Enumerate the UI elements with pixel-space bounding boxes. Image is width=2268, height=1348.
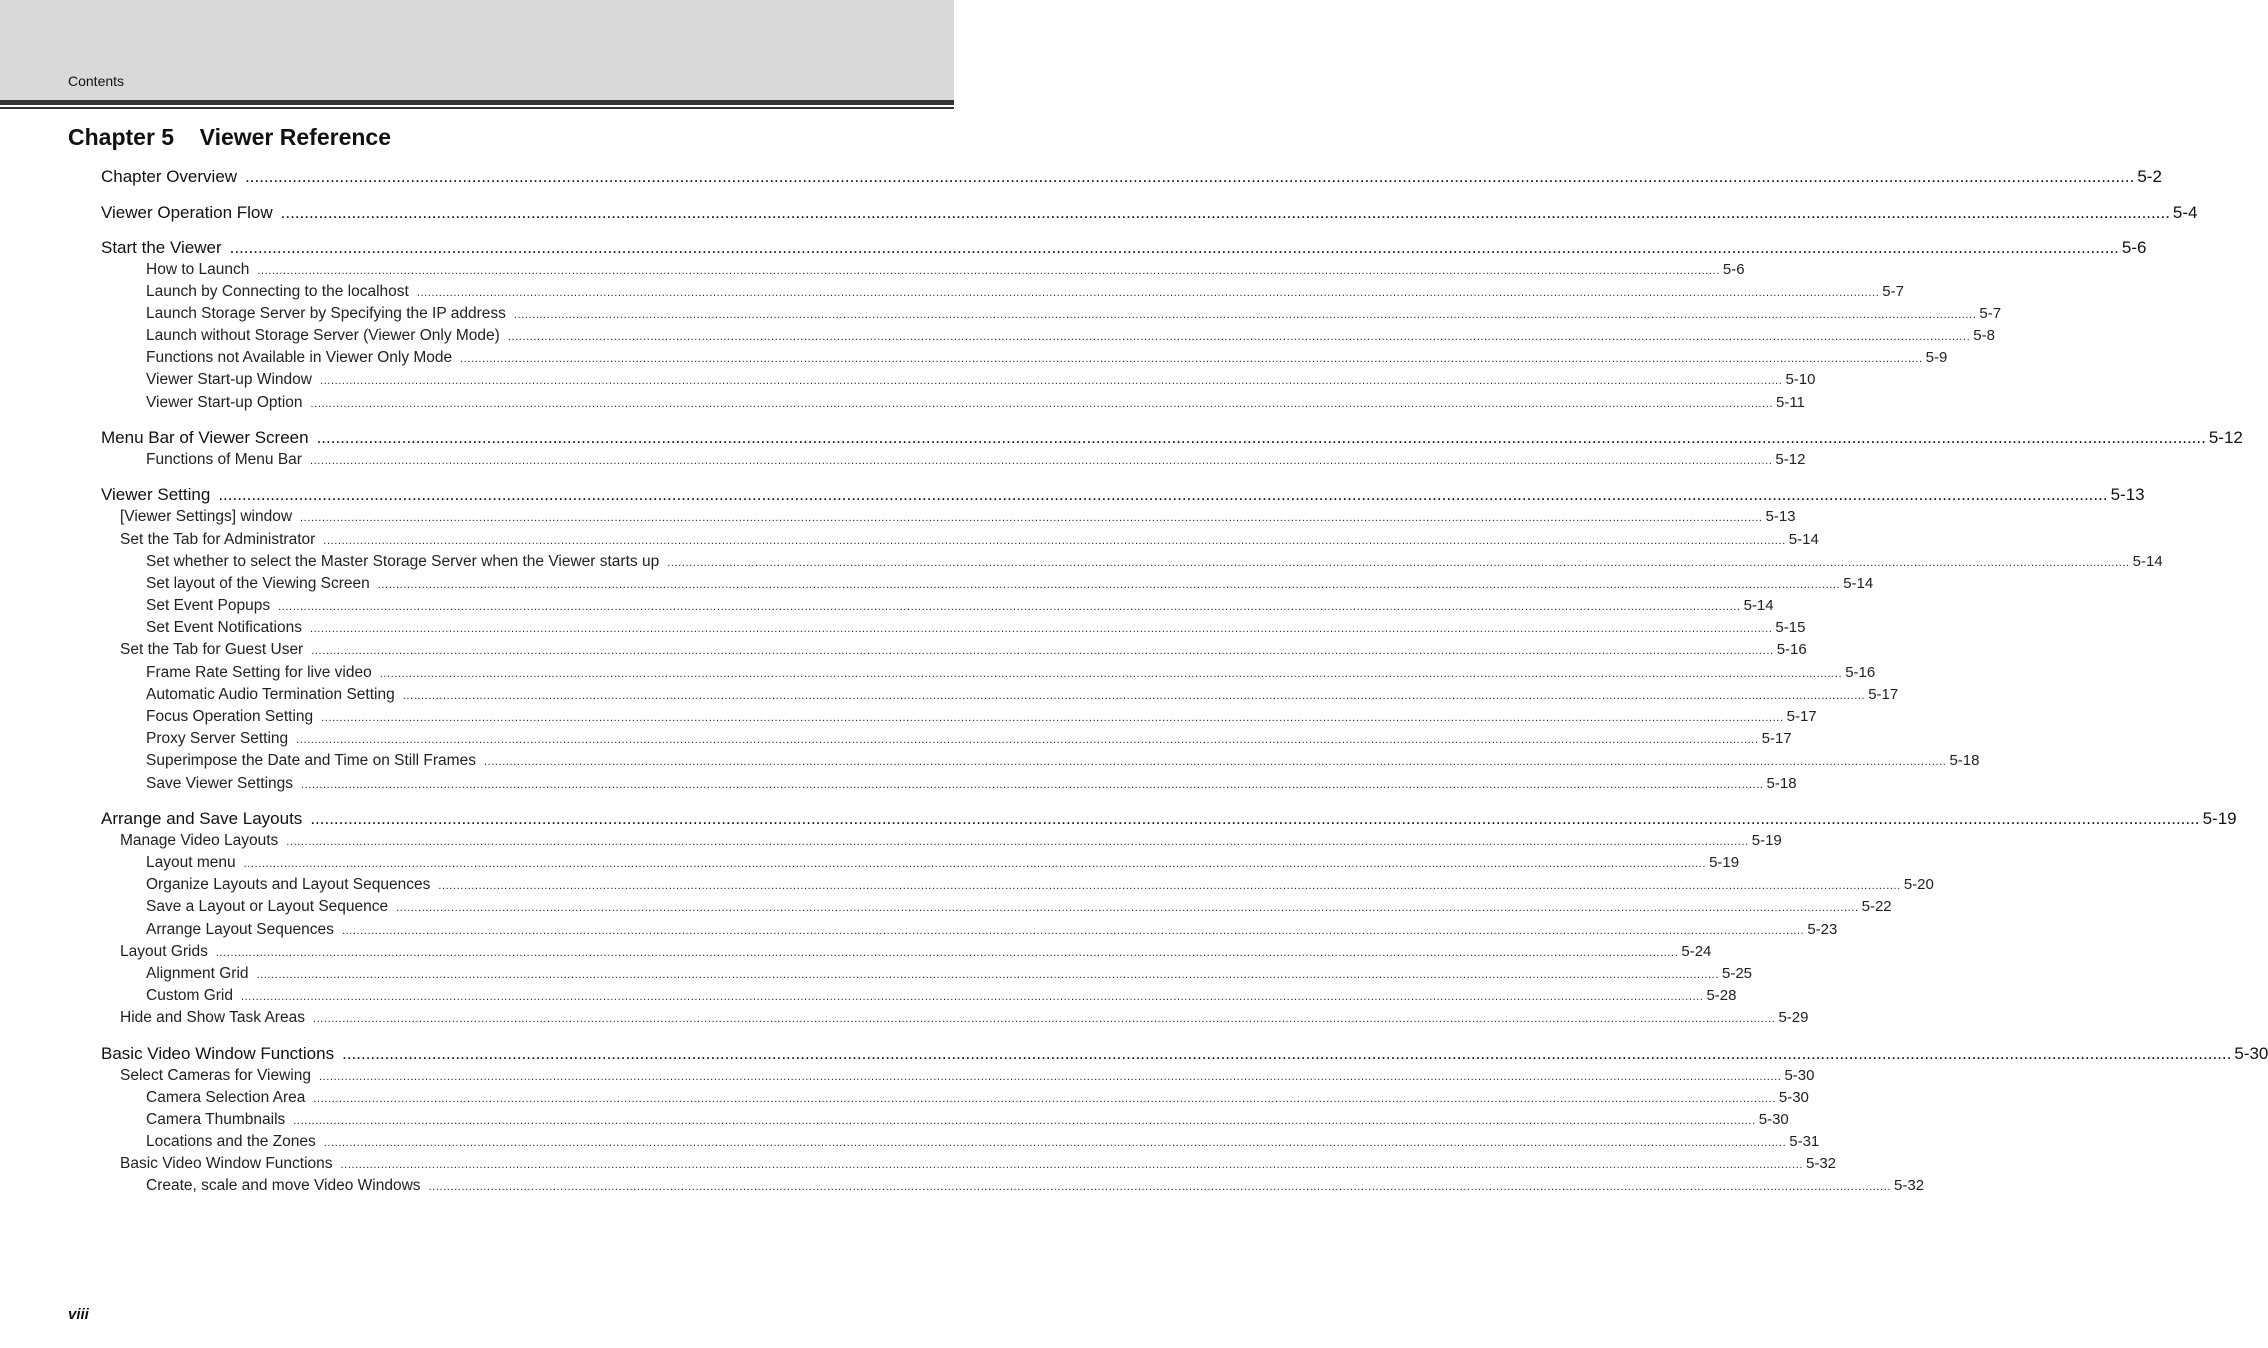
toc-entry[interactable] bbox=[146, 1133, 1820, 1155]
toc-entry[interactable] bbox=[146, 619, 1806, 641]
toc-entry-title: Camera Thumbnails bbox=[146, 1111, 286, 1128]
toc-entry-page: 5-8 bbox=[1973, 327, 1995, 344]
toc-entry-page: 5-13 bbox=[2110, 485, 2145, 504]
toc-entry[interactable] bbox=[146, 775, 1797, 797]
toc-entry[interactable] bbox=[146, 876, 1934, 898]
toc-entry[interactable] bbox=[146, 261, 1745, 283]
toc-entry-page: 5-11 bbox=[1775, 394, 1805, 411]
toc-entry-page: 5-12 bbox=[2208, 428, 2243, 447]
chapter-title: Chapter 5 Viewer Reference bbox=[68, 124, 391, 150]
toc-entry[interactable] bbox=[96, 203, 2198, 225]
toc-entry-title: Focus Operation Setting bbox=[146, 708, 314, 725]
toc-entry-title: Camera Selection Area bbox=[146, 1089, 306, 1106]
toc-entry-title: Basic Video Window Functions bbox=[120, 1155, 333, 1172]
dot-leader: ................................................................................................................................................................................................................................................................................................................................................................................................................ bbox=[316, 428, 2206, 447]
toc-entry[interactable] bbox=[146, 921, 1838, 943]
dot-leader: ................................................................................................................................................................................................................................................................................................................................................................................................................ bbox=[396, 902, 1859, 914]
dot-leader: ................................................................................................................................................................................................................................................................................................................................................................................................................ bbox=[318, 1071, 1782, 1083]
toc-entry[interactable] bbox=[146, 708, 1817, 730]
toc-entry-title: Launch by Connecting to the localhost bbox=[146, 283, 409, 300]
toc-entry-page: 5-4 bbox=[2172, 203, 2198, 222]
toc-entry-page: 5-10 bbox=[1785, 371, 1816, 388]
toc-entry-page: 5-24 bbox=[1681, 943, 1712, 960]
toc-entry-page: 5-7 bbox=[1882, 283, 1904, 300]
dot-leader: ................................................................................................................................................................................................................................................................................................................................................................................................................ bbox=[215, 947, 1679, 959]
toc-entry-page: 5-28 bbox=[1706, 987, 1737, 1004]
toc-entry-title: Select Cameras for Viewing bbox=[120, 1067, 311, 1084]
toc-entry-page: 5-15 bbox=[1775, 619, 1806, 636]
dot-leader: ................................................................................................................................................................................................................................................................................................................................................................................................................ bbox=[323, 1137, 1787, 1149]
toc-entry-page: 5-23 bbox=[1807, 921, 1838, 938]
toc-entry[interactable] bbox=[146, 349, 1948, 371]
dot-leader: ................................................................................................................................................................................................................................................................................................................................................................................................................ bbox=[229, 238, 2119, 257]
toc-entry-page: 5-30 bbox=[2234, 1044, 2268, 1063]
dot-leader: ................................................................................................................................................................................................................................................................................................................................................................................................................ bbox=[341, 925, 1805, 937]
dot-leader: ................................................................................................................................................................................................................................................................................................................................................................................................................ bbox=[301, 779, 1764, 791]
toc-entry[interactable] bbox=[146, 1111, 1789, 1133]
toc-entry-title: Set Event Popups bbox=[146, 597, 271, 614]
toc-entry[interactable] bbox=[146, 987, 1737, 1009]
dot-leader: ................................................................................................................................................................................................................................................................................................................................................................................................................ bbox=[257, 265, 1720, 277]
toc-entry-title: [Viewer Settings] window bbox=[120, 508, 293, 525]
toc-entry[interactable] bbox=[146, 898, 1892, 920]
toc-entry-page: 5-19 bbox=[1709, 854, 1740, 871]
toc-entry[interactable] bbox=[146, 394, 1805, 416]
toc-entry-page: 5-17 bbox=[1868, 686, 1899, 703]
toc-entry-page: 5-25 bbox=[1721, 965, 1753, 982]
toc-entry-title: Start the Viewer bbox=[101, 238, 222, 257]
dot-leader: ................................................................................................................................................................................................................................................................................................................................................................................................................ bbox=[218, 485, 2108, 504]
toc-entry-title: Chapter Overview bbox=[101, 167, 238, 186]
toc-entry[interactable] bbox=[96, 485, 2145, 507]
dot-leader: ................................................................................................................................................................................................................................................................................................................................................................................................................ bbox=[241, 991, 1704, 1003]
toc-entry-page: 5-20 bbox=[1903, 876, 1934, 893]
dot-leader: ................................................................................................................................................................................................................................................................................................................................................................................................................ bbox=[293, 1115, 1756, 1127]
toc-entry-title: Hide and Show Task Areas bbox=[120, 1009, 305, 1026]
toc-entry[interactable] bbox=[120, 508, 1796, 530]
dot-leader: ................................................................................................................................................................................................................................................................................................................................................................................................................ bbox=[243, 858, 1707, 870]
toc-entry-page: 5-17 bbox=[1761, 730, 1792, 747]
toc-entry[interactable] bbox=[146, 451, 1806, 473]
dot-leader: ................................................................................................................................................................................................................................................................................................................................................................................................................ bbox=[280, 203, 2170, 222]
dot-leader: ................................................................................................................................................................................................................................................................................................................................................................................................................ bbox=[309, 623, 1773, 635]
page-number: viii bbox=[68, 1306, 89, 1323]
toc-entry-page: 5-19 bbox=[2202, 809, 2237, 828]
toc-entry[interactable] bbox=[146, 327, 1995, 349]
toc-entry-title: Alignment Grid bbox=[146, 965, 249, 982]
toc-entry-page: 5-12 bbox=[1775, 451, 1806, 468]
dot-leader: ................................................................................................................................................................................................................................................................................................................................................................................................................ bbox=[309, 455, 1773, 467]
toc-entry-title: Arrange and Save Layouts bbox=[101, 809, 303, 828]
toc-entry[interactable] bbox=[120, 1155, 1837, 1177]
toc-entry[interactable] bbox=[120, 1009, 1809, 1031]
dot-leader: ................................................................................................................................................................................................................................................................................................................................................................................................................ bbox=[312, 1013, 1776, 1025]
toc-entry-title: Launch Storage Server by Specifying the IP address bbox=[146, 305, 506, 322]
toc-entry[interactable] bbox=[120, 1067, 1815, 1089]
dot-leader: ................................................................................................................................................................................................................................................................................................................................................................................................................ bbox=[310, 809, 2200, 828]
toc-entry-page: 5-32 bbox=[1805, 1155, 1837, 1172]
header-rule-thin bbox=[0, 107, 954, 109]
toc-entry[interactable] bbox=[120, 641, 1807, 663]
toc-entry-page: 5-2 bbox=[2137, 167, 2162, 186]
toc-entry-title: Manage Video Layouts bbox=[120, 832, 279, 849]
toc-entry-page: 5-30 bbox=[1758, 1111, 1789, 1128]
toc-entry[interactable] bbox=[146, 965, 1753, 987]
dot-leader: ................................................................................................................................................................................................................................................................................................................................................................................................................ bbox=[300, 512, 1763, 524]
toc-entry[interactable] bbox=[146, 854, 1740, 876]
toc-entry-title: Layout menu bbox=[146, 854, 236, 871]
toc-entry-title: Set the Tab for Guest User bbox=[120, 641, 304, 658]
toc-entry-page: 5-17 bbox=[1786, 708, 1817, 725]
dot-leader: ................................................................................................................................................................................................................................................................................................................................................................................................................ bbox=[667, 557, 2130, 569]
toc-entry-page: 5-9 bbox=[1925, 349, 1948, 366]
toc-entry[interactable] bbox=[120, 943, 1712, 965]
toc-entry[interactable] bbox=[146, 1177, 1925, 1199]
toc-entry-title: Set Event Notifications bbox=[146, 619, 302, 636]
dot-leader: ................................................................................................................................................................................................................................................................................................................................................................................................................ bbox=[513, 309, 1977, 321]
toc-entry-title: Set the Tab for Administrator bbox=[120, 531, 316, 548]
dot-leader: ................................................................................................................................................................................................................................................................................................................................................................................................................ bbox=[286, 836, 1749, 848]
toc-entry-page: 5-22 bbox=[1861, 898, 1892, 915]
toc-entry-title: Proxy Server Setting bbox=[146, 730, 289, 747]
dot-leader: ................................................................................................................................................................................................................................................................................................................................................................................................................ bbox=[340, 1159, 1803, 1171]
toc-entry-page: 5-31 bbox=[1789, 1133, 1820, 1150]
toc-entry-title: Menu Bar of Viewer Screen bbox=[101, 428, 309, 447]
toc-entry-page: 5-16 bbox=[1776, 641, 1807, 658]
dot-leader: ................................................................................................................................................................................................................................................................................................................................................................................................................ bbox=[296, 734, 1759, 746]
toc-entry-title: Viewer Start-up Option bbox=[146, 394, 303, 411]
running-header: Contents bbox=[68, 73, 125, 89]
toc-entry-page: 5-13 bbox=[1765, 508, 1796, 525]
toc-entry-page: 5-14 bbox=[1788, 531, 1819, 548]
toc-entry-title: Custom Grid bbox=[146, 987, 233, 1004]
dot-leader: ................................................................................................................................................................................................................................................................................................................................................................................................................ bbox=[377, 579, 1841, 591]
toc-entry-page: 5-14 bbox=[1743, 597, 1774, 614]
toc-entry-title: Frame Rate Setting for live video bbox=[146, 664, 372, 681]
toc-entry[interactable] bbox=[96, 238, 2147, 260]
toc-entry-title: Set layout of the Viewing Screen bbox=[146, 575, 370, 592]
toc-entry-title: Locations and the Zones bbox=[146, 1133, 316, 1150]
dot-leader: ................................................................................................................................................................................................................................................................................................................................................................................................................ bbox=[313, 1093, 1776, 1105]
toc-entry[interactable] bbox=[146, 597, 1774, 619]
toc-entry-page: 5-7 bbox=[1979, 305, 2002, 322]
toc-entry[interactable] bbox=[96, 809, 2237, 831]
toc-entry-title: Save a Layout or Layout Sequence bbox=[146, 898, 389, 915]
toc-entry-title: Viewer Start-up Window bbox=[146, 371, 312, 388]
toc-entry-title: Create, scale and move Video Windows bbox=[146, 1177, 421, 1194]
toc-entry-title: Automatic Audio Termination Setting bbox=[146, 686, 395, 703]
toc-entry-page: 5-32 bbox=[1894, 1177, 1925, 1194]
toc-entry-title: Arrange Layout Sequences bbox=[146, 921, 334, 938]
toc-entry-page: 5-16 bbox=[1845, 664, 1876, 681]
toc-entry-title: Basic Video Window Functions bbox=[101, 1044, 335, 1063]
dot-leader: ................................................................................................................................................................................................................................................................................................................................................................................................................ bbox=[278, 601, 1741, 613]
toc-entry-title: Viewer Operation Flow bbox=[101, 203, 273, 222]
toc-entry[interactable] bbox=[146, 1089, 1809, 1111]
toc-entry-title: Layout Grids bbox=[120, 943, 208, 960]
dot-leader: ................................................................................................................................................................................................................................................................................................................................................................................................................ bbox=[310, 398, 1773, 410]
toc-entry-page: 5-30 bbox=[1784, 1067, 1815, 1084]
toc-entry[interactable] bbox=[96, 428, 2243, 450]
toc-entry[interactable] bbox=[146, 553, 2163, 575]
dot-leader: ................................................................................................................................................................................................................................................................................................................................................................................................................ bbox=[507, 331, 1971, 343]
toc-entry-page: 5-14 bbox=[1843, 575, 1874, 592]
dot-leader: ................................................................................................................................................................................................................................................................................................................................................................................................................ bbox=[342, 1044, 2232, 1063]
toc-entry-page: 5-18 bbox=[1949, 752, 1980, 769]
toc-entry[interactable] bbox=[120, 832, 1782, 854]
dot-leader: ................................................................................................................................................................................................................................................................................................................................................................................................................ bbox=[416, 287, 1880, 299]
toc-entry-page: 5-18 bbox=[1766, 775, 1797, 792]
toc-entry-title: Set whether to select the Master Storage Server when the Viewer starts up bbox=[146, 553, 660, 570]
toc-entry-title: Functions not Available in Viewer Only Mode bbox=[146, 349, 453, 366]
dot-leader: ................................................................................................................................................................................................................................................................................................................................................................................................................ bbox=[402, 690, 1866, 702]
toc-entry-title: How to Launch bbox=[146, 261, 250, 278]
dot-leader: ................................................................................................................................................................................................................................................................................................................................................................................................................ bbox=[256, 969, 1719, 981]
toc-entry-page: 5-29 bbox=[1778, 1009, 1809, 1026]
dot-leader: ................................................................................................................................................................................................................................................................................................................................................................................................................ bbox=[460, 353, 1923, 365]
toc-entry-title: Functions of Menu Bar bbox=[146, 451, 302, 468]
dot-leader: ................................................................................................................................................................................................................................................................................................................................................................................................................ bbox=[245, 167, 2135, 186]
dot-leader: ................................................................................................................................................................................................................................................................................................................................................................................................................ bbox=[379, 668, 1843, 680]
header-rule-thick bbox=[0, 100, 954, 105]
toc-entry[interactable] bbox=[146, 305, 2002, 327]
dot-leader: ................................................................................................................................................................................................................................................................................................................................................................................................................ bbox=[311, 645, 1774, 657]
header-band bbox=[0, 0, 954, 101]
toc-entry-page: 5-6 bbox=[2121, 238, 2147, 257]
toc-entry[interactable] bbox=[146, 371, 1816, 393]
toc-entry-page: 5-6 bbox=[1722, 261, 1745, 278]
toc-entry-page: 5-19 bbox=[1751, 832, 1782, 849]
toc-entry[interactable] bbox=[146, 730, 1792, 752]
dot-leader: ................................................................................................................................................................................................................................................................................................................................................................................................................ bbox=[321, 712, 1784, 724]
toc-entry[interactable] bbox=[146, 283, 1904, 305]
toc-entry-title: Save Viewer Settings bbox=[146, 775, 294, 792]
dot-leader: ................................................................................................................................................................................................................................................................................................................................................................................................................ bbox=[438, 880, 1901, 892]
toc-entry[interactable] bbox=[146, 686, 1899, 708]
toc-entry-page: 5-14 bbox=[2132, 553, 2163, 570]
toc-entry[interactable] bbox=[120, 531, 1819, 553]
toc-entry[interactable] bbox=[96, 167, 2162, 189]
toc-entry-title: Viewer Setting bbox=[101, 485, 211, 504]
dot-leader: ................................................................................................................................................................................................................................................................................................................................................................................................................ bbox=[483, 756, 1947, 768]
toc-entry[interactable] bbox=[146, 575, 1874, 597]
dot-leader: ................................................................................................................................................................................................................................................................................................................................................................................................................ bbox=[319, 375, 1783, 387]
toc-entry-title: Organize Layouts and Layout Sequences bbox=[146, 876, 431, 893]
dot-leader: ................................................................................................................................................................................................................................................................................................................................................................................................................ bbox=[323, 535, 1786, 547]
toc-entry[interactable] bbox=[96, 1044, 2268, 1066]
toc-entry-title: Superimpose the Date and Time on Still Frames bbox=[146, 752, 476, 769]
toc-entry[interactable] bbox=[146, 752, 1980, 774]
dot-leader: ................................................................................................................................................................................................................................................................................................................................................................................................................ bbox=[428, 1181, 1892, 1193]
toc-entry-page: 5-30 bbox=[1778, 1089, 1809, 1106]
toc-entry[interactable] bbox=[146, 664, 1876, 686]
toc-entry-title: Launch without Storage Server (Viewer Only Mode) bbox=[146, 327, 500, 344]
